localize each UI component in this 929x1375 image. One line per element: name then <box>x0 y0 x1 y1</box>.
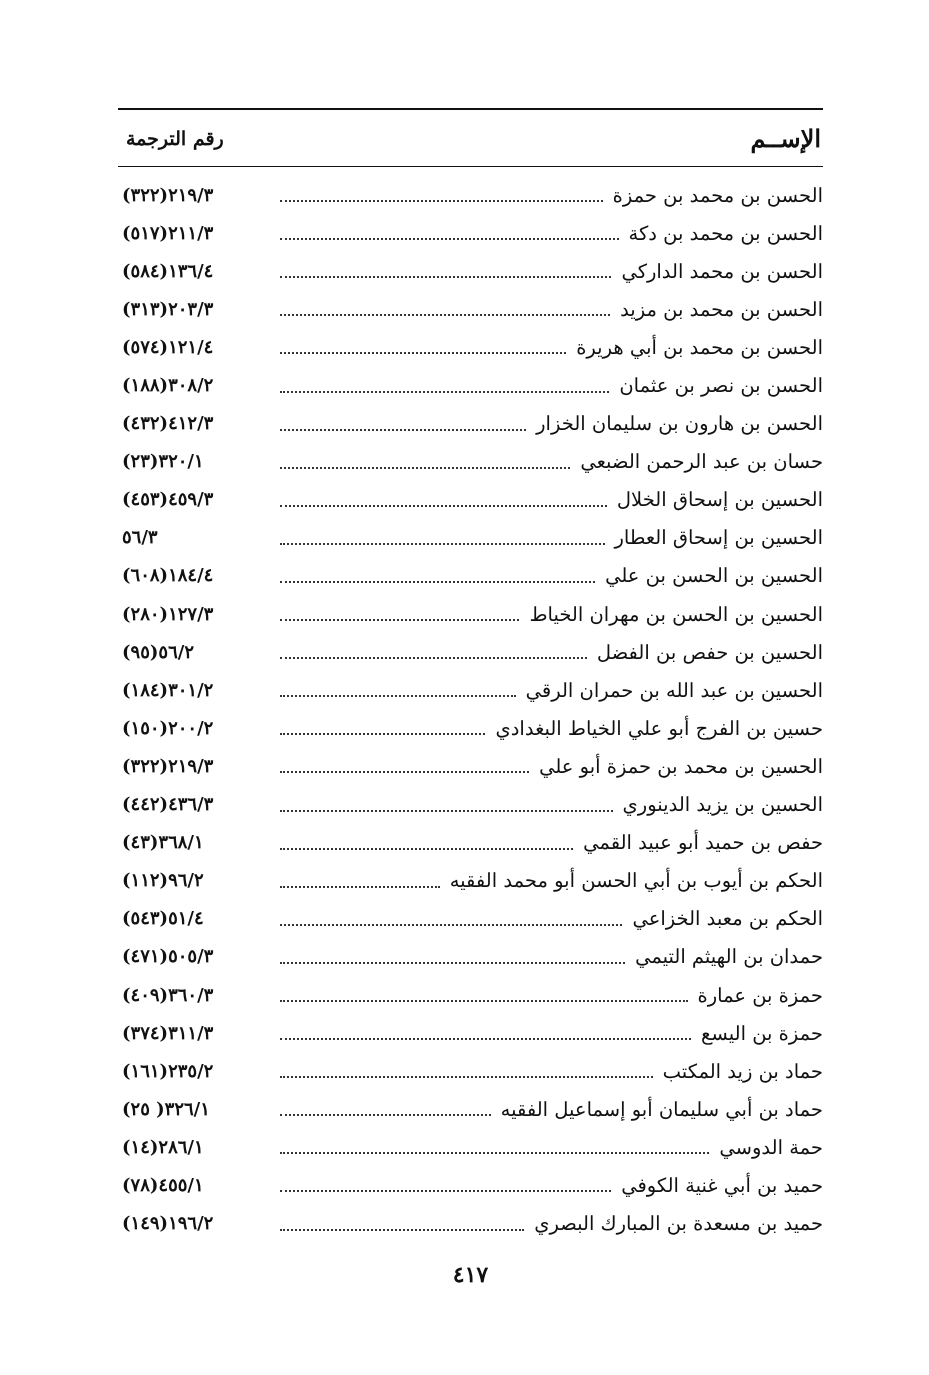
entry-name: حمزة بن عمارة <box>697 983 823 1007</box>
entry-name: حماد بن زيد المكتب <box>662 1059 823 1083</box>
entry-reference: ٩٦/٢(١١٢) <box>122 870 204 892</box>
entry-reference: ٤٥٥/١(٧٨) <box>122 1174 204 1196</box>
entry-name: حمة الدوسي <box>719 1135 823 1159</box>
entry-reference: ٢٠٠/٢(١٥٠) <box>122 717 214 739</box>
dot-leader <box>280 810 613 812</box>
top-rule <box>118 108 823 110</box>
list-item <box>118 1052 823 1090</box>
list-item <box>118 671 823 709</box>
entry-name: حميد بن مسعدة بن المبارك البصري <box>534 1212 823 1236</box>
entry-name: الحسن بن نصر بن عثمان <box>619 374 823 398</box>
dot-leader <box>280 848 573 850</box>
entry-reference: ٢٠٣/٣(٣١٣) <box>122 298 214 320</box>
entry-name: حمدان بن الهيثم التيمي <box>635 945 823 969</box>
dot-leader <box>280 962 625 964</box>
dot-leader <box>280 1190 611 1192</box>
entry-name: حماد بن أبي سليمان أبو إسماعيل الفقيه <box>500 1097 823 1121</box>
list-item <box>118 176 823 214</box>
entry-reference: ٤٥٩/٣(٤٥٣) <box>122 489 214 511</box>
entry-reference: ٥١/٤(٥٤٣) <box>122 908 204 930</box>
dot-leader <box>280 314 610 316</box>
list-item <box>118 214 823 252</box>
list-item <box>118 443 823 481</box>
entry-name: الحسن بن محمد بن مزيد <box>620 297 823 321</box>
entry-name: الحسن بن محمد بن دكة <box>628 221 823 245</box>
list-item <box>118 366 823 404</box>
name-column-header: الإســم <box>750 124 821 153</box>
dot-leader <box>280 276 611 278</box>
dot-leader <box>280 695 516 697</box>
list-item <box>118 557 823 595</box>
dot-leader <box>280 771 529 773</box>
entry-reference: ٥٠٥/٣(٤٧١) <box>122 946 214 968</box>
dot-leader <box>280 543 605 545</box>
list-item <box>118 1205 823 1243</box>
list-item <box>118 633 823 671</box>
dot-leader <box>280 1038 691 1040</box>
entry-name: الحسين بن إسحاق الخلال <box>616 488 823 512</box>
list-item <box>118 709 823 747</box>
entry-name: الحسن بن محمد الداركي <box>621 259 823 283</box>
list-item <box>118 519 823 557</box>
dot-leader <box>280 924 622 926</box>
entry-reference: ١٣٦/٤(٥٨٤) <box>122 260 214 282</box>
entry-reference: ٤٣٦/٣(٤٤٢) <box>122 794 214 816</box>
list-item <box>118 1014 823 1052</box>
entry-name: الحسين بن إسحاق العطار <box>614 526 823 550</box>
list-item <box>118 900 823 938</box>
list-item <box>118 786 823 824</box>
entry-reference: ٣٢٠/١(٢٣) <box>122 451 204 473</box>
entry-name: الحسن بن محمد بن أبي هريرة <box>576 335 823 359</box>
dot-leader <box>280 657 587 659</box>
entries-list <box>118 176 823 1243</box>
entry-name: الحسين بن يزيد الدينوري <box>622 793 823 817</box>
dot-leader <box>280 429 526 431</box>
entry-name: حفص بن حميد أبو عبيد القمي <box>583 831 823 855</box>
entry-reference: ٣٠١/٢(١٨٤) <box>122 679 214 701</box>
entry-reference: ٢١٩/٣(٣٢٢) <box>122 755 214 777</box>
entry-name: الحكم بن معبد الخزاعي <box>632 907 823 931</box>
entry-name: حسين بن الفرج أبو علي الخياط البغدادي <box>495 716 823 740</box>
entry-reference: ٢٣٥/٢(١٦١) <box>122 1060 214 1082</box>
entry-reference: ٣٢٦/١( ٢٥) <box>122 1098 210 1120</box>
list-item <box>118 938 823 976</box>
entry-name: الحكم بن أيوب بن أبي الحسن أبو محمد الفقيه <box>449 869 823 893</box>
list-item <box>118 595 823 633</box>
entry-reference: ٣١١/٣(٣٧٤) <box>122 1022 214 1044</box>
entry-name: الحسين بن عبد الله بن حمران الرقي <box>525 678 823 702</box>
entry-name: الحسن بن هارون بن سليمان الخزار <box>536 412 823 436</box>
list-item <box>118 747 823 785</box>
dot-leader <box>280 733 485 735</box>
list-item <box>118 481 823 519</box>
table-header <box>118 122 823 162</box>
entry-reference: ٥٦/٣ <box>122 527 158 549</box>
dot-leader <box>280 200 603 202</box>
entry-reference: ٣٦٠/٣(٤٠٩) <box>122 984 214 1006</box>
dot-leader <box>280 1152 709 1154</box>
dot-leader <box>280 1076 653 1078</box>
entry-name: الحسن بن محمد بن حمزة <box>612 183 823 207</box>
entry-reference: ١٢١/٤(٥٧٤) <box>122 336 214 358</box>
list-item <box>118 328 823 366</box>
dot-leader <box>280 886 440 888</box>
entry-reference: ٥٦/٢(٩٥) <box>122 641 194 663</box>
entry-name: حمزة بن اليسع <box>701 1021 823 1045</box>
entry-name: الحسين بن حفص بن الفضل <box>596 640 823 664</box>
dot-leader <box>280 1114 491 1116</box>
header-rule <box>118 166 823 167</box>
list-item <box>118 290 823 328</box>
dot-leader <box>280 619 519 621</box>
list-item <box>118 1090 823 1128</box>
dot-leader <box>280 467 570 469</box>
entry-name: الحسين بن الحسن بن مهران الخياط <box>529 602 823 626</box>
entry-name: حميد بن أبي غنية الكوفي <box>621 1173 823 1197</box>
entry-name: الحسين بن محمد بن حمزة أبو علي <box>539 754 823 778</box>
dot-leader <box>280 391 609 393</box>
page-number: ٤١٧ <box>452 1262 489 1288</box>
list-item <box>118 405 823 443</box>
entry-reference: ٤١٢/٣(٤٣٢) <box>122 413 214 435</box>
dot-leader <box>280 1229 524 1231</box>
list-item <box>118 824 823 862</box>
entry-reference: ٢٨٦/١(١٤) <box>122 1136 204 1158</box>
index-page <box>118 104 823 1288</box>
entry-reference: ٣٦٨/١(٤٣) <box>122 832 204 854</box>
entry-reference: ١٨٤/٤(٦٠٨) <box>122 565 214 587</box>
dot-leader <box>280 1000 688 1002</box>
dot-leader <box>280 238 619 240</box>
dot-leader <box>280 352 566 354</box>
list-item <box>118 1166 823 1204</box>
list-item <box>118 1128 823 1166</box>
number-column-header: رقم الترجمة <box>126 128 224 150</box>
entry-name: الحسين بن الحسن بن علي <box>605 564 823 588</box>
dot-leader <box>280 581 595 583</box>
entry-reference: ٢١٩/٣(٣٢٢) <box>122 184 214 206</box>
entry-reference: ١٩٦/٢(١٤٩) <box>122 1213 214 1235</box>
dot-leader <box>280 505 607 507</box>
list-item <box>118 862 823 900</box>
entry-reference: ٣٠٨/٢(١٨٨) <box>122 375 214 397</box>
entry-reference: ١٢٧/٣(٢٨٠) <box>122 603 214 625</box>
list-item <box>118 976 823 1014</box>
list-item <box>118 252 823 290</box>
entry-name: حسان بن عبد الرحمن الضبعي <box>580 450 823 474</box>
entry-reference: ٢١١/٣(٥١٧) <box>122 222 214 244</box>
